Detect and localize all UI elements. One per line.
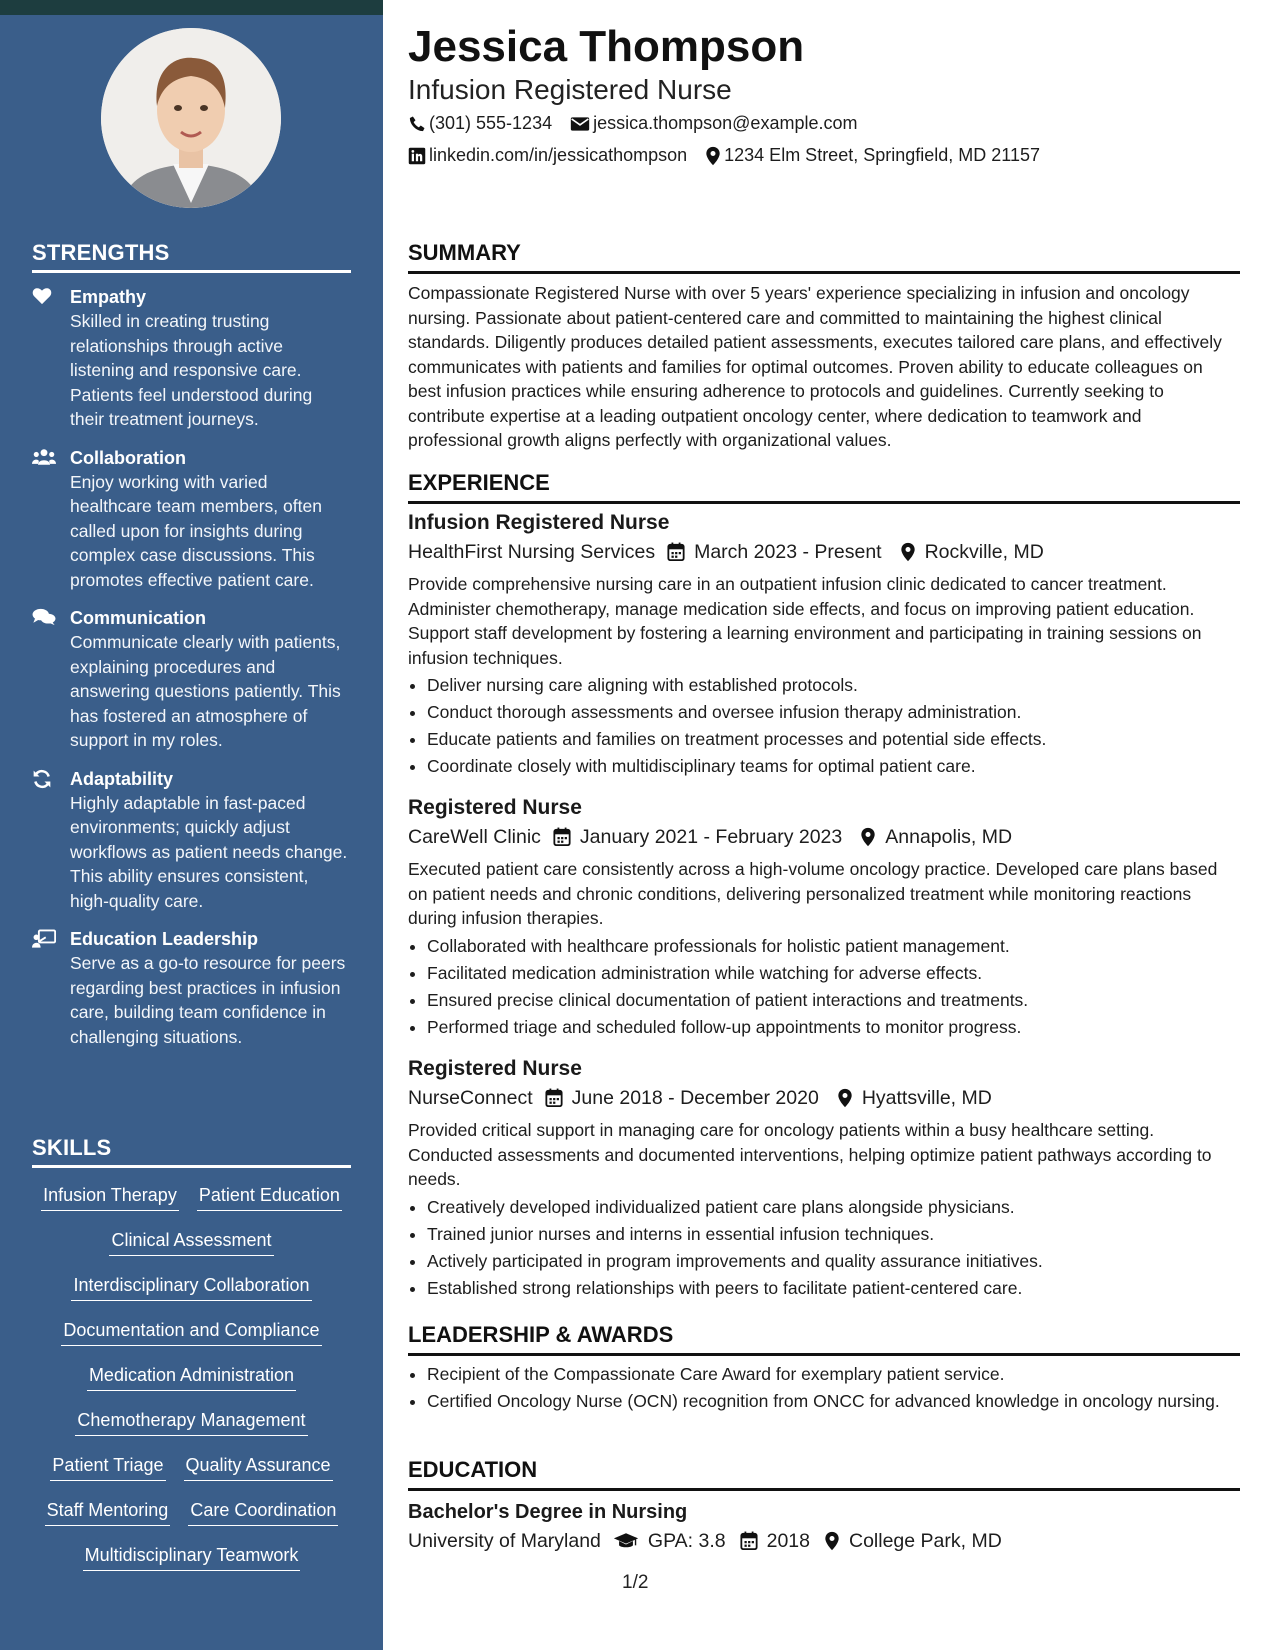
skill-tag: Chemotherapy Management (75, 1407, 307, 1436)
list-item: • Established strong relationships with peers to facilitate patient-centered care. (427, 1275, 1240, 1302)
education-location: College Park, MD (848, 1530, 1002, 1552)
job-entry (408, 794, 1240, 1041)
page-number: 1/2 (622, 1572, 649, 1593)
list-item: • Certified Oncology Nurse (OCN) recognition from ONCC for advanced knowledge in oncology nursing. (427, 1389, 1240, 1414)
job-bullets (408, 933, 1240, 1041)
skill-tag: Documentation and Compliance (61, 1317, 321, 1346)
job-company: HealthFirst Nursing Services (408, 541, 656, 563)
job-meta (408, 822, 1240, 852)
map-marker-icon (837, 1088, 853, 1108)
strength-description: Skilled in creating trusting relationships through active listening and responsive care. Patients feel understood during their treatment journeys. (70, 311, 313, 429)
job-entry (408, 1055, 1240, 1302)
job-description: Provide comprehensive nursing care in an outpatient infusion clinic dedicated to cancer treatment. Administer chemotherapy, manage medication side effects, and focus on improving patient education. Support staff development by fostering a learning environment and participating in training sessions on infusion techniques. (408, 574, 1202, 668)
calendar-icon (667, 542, 685, 562)
job-entry (408, 509, 1240, 780)
phone-text: (301) 555-1234 (429, 113, 553, 133)
job-location: Annapolis, MD (885, 826, 1013, 848)
avatar (101, 28, 281, 208)
strengths-heading: STRENGTHS (32, 240, 351, 273)
skills-heading: SKILLS (32, 1135, 351, 1168)
strength-description: Enjoy working with varied healthcare team members, often called upon for insights during complex case discussions. This promotes effective patient care. (70, 471, 322, 590)
strengths-section (32, 240, 351, 1049)
list-item: • Trained junior nurses and interns in essential infusion techniques. (427, 1221, 1240, 1248)
list-item: • Deliver nursing care aligning with established protocols. (427, 672, 1240, 699)
job-bullets (408, 672, 1240, 780)
skill-tag: Clinical Assessment (109, 1227, 273, 1256)
email-text: jessica.thompson@example.com (593, 113, 858, 133)
comments-icon (32, 608, 56, 628)
job-description: Provided critical support in managing care for oncology patients within a busy healthcare setting. Conducted assessments and documented interventions, helping optimize patient pathways according to needs. (408, 1120, 1212, 1189)
linkedin-contact[interactable] (408, 145, 687, 166)
list-item: • Educate patients and families on treatment processes and potential side effects. (427, 726, 1240, 753)
strength-item (32, 767, 351, 914)
phone-icon (408, 115, 426, 133)
strength-item (32, 446, 351, 593)
strength-description: Communicate clearly with patients, explaining procedures and answering questions patiently. This has fostered an atmosphere of support in my roles. (70, 632, 341, 750)
job-title: Registered Nurse (408, 1057, 582, 1080)
calendar-icon (740, 1531, 758, 1551)
skill-tag: Multidisciplinary Teamwork (83, 1542, 301, 1571)
list-item: • Recipient of the Compassionate Care Award for exemplary patient service. (427, 1362, 1240, 1387)
skills-list (32, 1182, 351, 1587)
phone-contact[interactable] (408, 113, 552, 134)
job-title: Infusion Registered Nurse (408, 511, 670, 534)
skill-tag: Interdisciplinary Collaboration (71, 1272, 311, 1301)
job-dates: January 2021 - February 2023 (579, 826, 843, 848)
strength-title: Communication (70, 608, 207, 628)
job-title: Registered Nurse (408, 796, 582, 819)
strength-title: Collaboration (70, 447, 186, 468)
summary-text: Compassionate Registered Nurse with over 5 years' experience specializing in infusion and oncology nursing. Passionate about patient-centered care and committed to maintaining the highest clinical standards. Diligently produces detailed patient assessments, executes tailored care plans, and effectively communicates with patients and families for optimal outcomes. Proven ability to educate colleagues on best infusion practices while ensuring adherence to protocols and guidelines. Currently seeking to contribute expertise at a leading outpatient oncology center, where dedication to teamwork and professional growth aligns perfectly with organizational values. (408, 283, 1222, 450)
list-item: • Creatively developed individualized patient care plans alongside physicians. (427, 1194, 1240, 1221)
strength-title: Education Leadership (70, 929, 259, 949)
users-icon (32, 448, 56, 468)
address-contact (705, 145, 1040, 166)
map-marker-icon (900, 542, 916, 562)
list-item: • Ensured precise clinical documentation of patient interactions and treatments. (427, 987, 1240, 1014)
strength-item (32, 927, 351, 1049)
skill-tag: Patient Education (197, 1182, 342, 1211)
job-location: Rockville, MD (924, 541, 1044, 563)
heart-icon (32, 287, 56, 307)
job-company: CareWell Clinic (408, 826, 541, 848)
education-section (408, 1457, 1240, 1556)
list-item: • Conduct thorough assessments and oversee infusion therapy administration. (427, 699, 1240, 726)
strength-item (32, 606, 351, 753)
skill-tag: Care Coordination (188, 1497, 338, 1526)
map-marker-icon (705, 146, 721, 166)
skill-tag: Patient Triage (50, 1452, 165, 1481)
list-item: • Coordinate closely with multidisciplinary teams for optimal patient care. (427, 753, 1240, 780)
candidate-role: Infusion Registered Nurse (408, 74, 732, 105)
job-description: Executed patient care consistently across a high-volume oncology practice. Developed care plans based on patient needs and chronic conditions, delivering personalized treatment while monitoring reactions during infusion therapies. (408, 859, 1218, 928)
map-marker-icon (824, 1531, 840, 1551)
linkedin-icon (408, 147, 426, 165)
strength-title: Empathy (70, 287, 147, 307)
sidebar-top-bar (0, 0, 383, 15)
list-item: • Actively participated in program improvements and quality assurance initiatives. (427, 1248, 1240, 1275)
job-company: NurseConnect (408, 1087, 533, 1109)
summary-heading: SUMMARY (408, 240, 1240, 274)
strength-description: Highly adaptable in fast-paced environments; quickly adjust workflows as patient needs change. This ability ensures consistent, high-quality care. (70, 792, 348, 911)
teacher-icon (32, 929, 56, 949)
map-marker-icon (860, 827, 876, 847)
summary-section (408, 240, 1240, 453)
education-heading: EDUCATION (408, 1457, 1240, 1491)
contact-line-2 (408, 145, 1058, 166)
awards-heading: LEADERSHIP & AWARDS (408, 1322, 1240, 1356)
job-bullets (408, 1194, 1240, 1302)
list-item: • Facilitated medication administration while watching for adverse effects. (427, 960, 1240, 987)
envelope-icon (570, 116, 590, 132)
job-meta (408, 537, 1240, 567)
strength-item (32, 285, 351, 432)
experience-section (408, 470, 1240, 504)
skill-tag: Staff Mentoring (45, 1497, 171, 1526)
list-item: • Performed triage and scheduled follow-up appointments to monitor progress. (427, 1014, 1240, 1041)
degree-title: Bachelor's Degree in Nursing (408, 1501, 688, 1523)
strength-title: Adaptability (70, 768, 174, 789)
calendar-icon (553, 827, 571, 847)
sync-icon (32, 769, 56, 789)
skill-tag: Quality Assurance (184, 1452, 333, 1481)
job-meta (408, 1083, 1240, 1113)
awards-section (408, 1322, 1240, 1413)
skill-tag: Medication Administration (87, 1362, 296, 1391)
address-text: 1234 Elm Street, Springfield, MD 21157 (724, 145, 1040, 165)
skill-tag: Infusion Therapy (41, 1182, 179, 1211)
contact-line-1 (408, 113, 875, 134)
strength-description: Serve as a go-to resource for peers regarding best practices in infusion care, building team confidence in challenging situations. (70, 953, 346, 1047)
email-contact[interactable] (570, 113, 857, 134)
education-meta (408, 1526, 1240, 1556)
job-location: Hyattsville, MD (861, 1087, 992, 1109)
school-name: University of Maryland (408, 1530, 601, 1552)
candidate-name: Jessica Thompson (408, 22, 805, 71)
job-dates: June 2018 - December 2020 (571, 1087, 819, 1109)
sidebar (0, 0, 383, 1650)
graduation-cap-icon (613, 1532, 639, 1550)
skills-section (32, 1135, 351, 1587)
experience-heading: EXPERIENCE (408, 470, 1240, 504)
calendar-icon (545, 1088, 563, 1108)
graduation-year: 2018 (766, 1530, 810, 1552)
list-item: • Collaborated with healthcare professionals for holistic patient management. (427, 933, 1240, 960)
linkedin-text: linkedin.com/in/jessicathompson (429, 145, 688, 165)
gpa: GPA: 3.8 (647, 1530, 726, 1552)
job-dates: March 2023 - Present (694, 541, 882, 563)
awards-list (408, 1362, 1240, 1413)
